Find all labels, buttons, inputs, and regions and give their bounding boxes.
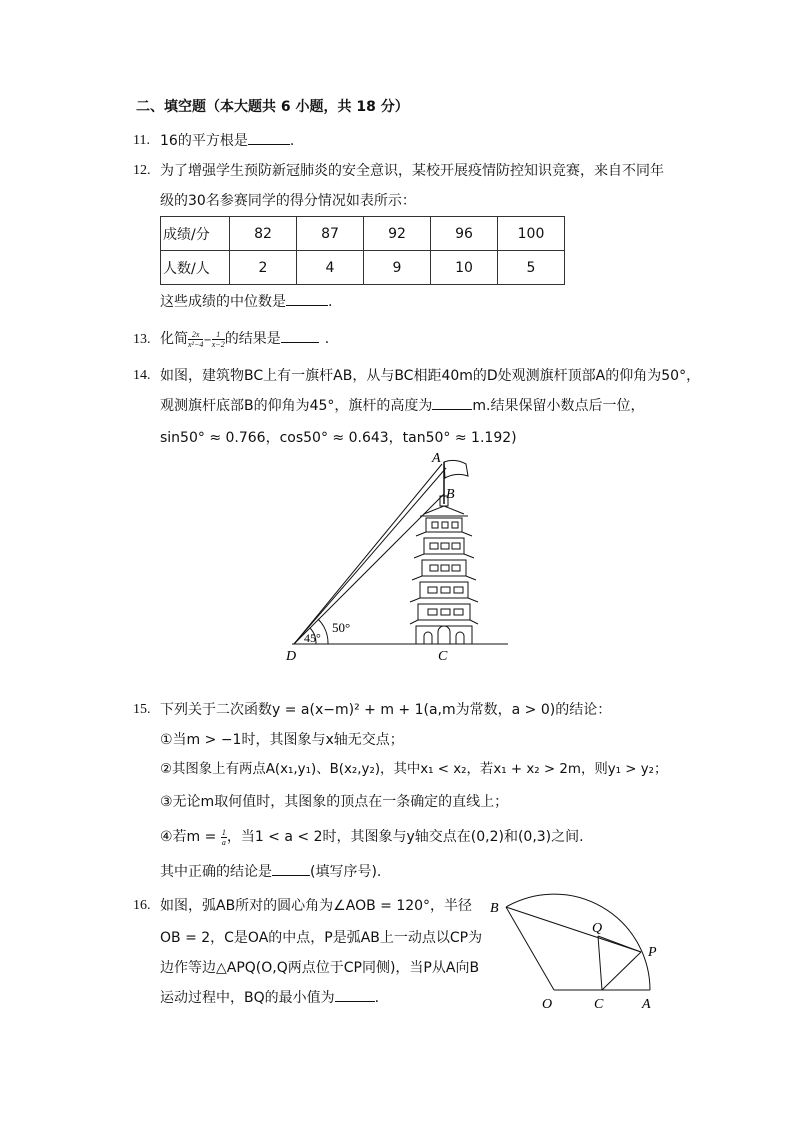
q13-end: .: [324, 331, 330, 347]
label-b: B: [490, 901, 499, 916]
label-c: C: [438, 649, 448, 664]
q14-line3: sin50° ≈ 0.766，cos50° ≈ 0.643，tan50° ≈ 1.192): [160, 430, 517, 446]
q14-line2-b: m.结果保留小数点后一位，: [472, 398, 645, 414]
q15-c4-pre: ④若m =: [160, 829, 221, 845]
table-cell: 2: [230, 251, 297, 285]
table-cell: 96: [431, 217, 498, 251]
q16-number: 16.: [133, 898, 151, 913]
q13-answer-blank: [281, 330, 319, 343]
label-a: A: [432, 451, 441, 466]
q12-end: .: [328, 294, 333, 310]
fraction-numerator: 1: [212, 330, 225, 340]
q15-after-end: (填写序号).: [310, 864, 382, 880]
q14-tower-figure: [280, 448, 520, 668]
q16-end: .: [374, 990, 380, 1006]
q12-after: [160, 292, 332, 312]
sight-line-da-2: [294, 468, 446, 644]
q13-post: 的结果是: [224, 331, 281, 347]
q13-fraction-1: [188, 330, 203, 349]
label-p: P: [648, 945, 657, 960]
q13-fraction-2: [212, 330, 225, 349]
fraction-denominator: x²−4: [188, 339, 204, 349]
table-cell: 100: [498, 217, 565, 251]
label-o: O: [542, 997, 553, 1012]
label-q: Q: [592, 921, 603, 936]
q13-minus: −: [203, 335, 212, 346]
table-cell: 人数/人: [161, 251, 230, 285]
q15-conclusion-3: ③无论m取何值时，其图象的顶点在一条确定的直线上；: [160, 794, 509, 810]
section-title: 二、填空题（本大题共 6 小题，共 18 分）: [136, 99, 409, 115]
table-cell: 10: [431, 251, 498, 285]
q16-answer-blank: [335, 989, 375, 1002]
q12-line1: 为了增强学生预防新冠肺炎的安全意识，某校开展疫情防控知识竞赛，来自不同年: [160, 163, 664, 179]
fraction-denominator: a: [221, 837, 226, 847]
score-table: [160, 216, 565, 285]
segment-ob: [506, 907, 554, 990]
q14-line2: [160, 396, 645, 416]
fraction-denominator: x−2: [211, 339, 225, 349]
q16-line2: OB = 2，C是OA的中点，P是弧AB上一动点以CP为: [160, 930, 483, 946]
table-cell: 9: [364, 251, 431, 285]
q12-answer-blank: [286, 293, 328, 306]
q16-line4-text: 运动过程中，BQ的最小值为: [160, 990, 335, 1006]
q15-answer-blank: [272, 863, 310, 876]
q11-stem: 16的平方根是: [160, 133, 248, 149]
q15-after: [160, 862, 381, 882]
q11-text: [160, 131, 294, 151]
q15-conclusion-2: ②其图象上有两点A(x₁,y₁)、B(x₂,y₂)，其中x₁ < x₂，若x₁ + x₂ > 2m，则y₁ > y₂；: [160, 762, 668, 777]
q12-line2: 级的30名参赛同学的得分情况如表所示：: [160, 193, 416, 209]
q16-line3: 边作等边△APQ(O,Q两点位于CP同侧)，当P从A向B: [160, 960, 480, 976]
q16-arc-figure: [484, 892, 668, 1014]
q11-answer-blank: [248, 132, 290, 145]
q14-line1: 如图，建筑物BC上有一旗杆AB，从与BC相距40m的D处观测旗杆顶部A的仰角为50°，: [160, 368, 701, 384]
q12-number: 12.: [133, 163, 151, 178]
q13-pre: 化简: [160, 331, 188, 347]
segment-bp: [506, 907, 641, 952]
table-row: [161, 217, 565, 251]
q15-c4-post: ，当1 < a < 2时，其图象与y轴交点在(0,2)和(0,3)之间.: [226, 829, 584, 845]
table-cell: 82: [230, 217, 297, 251]
table-cell: 5: [498, 251, 565, 285]
q14-line2-a: 观测旗杆底部B的仰角为45°，旗杆的高度为: [160, 398, 433, 414]
q14-number: 14.: [133, 368, 151, 383]
segment-cq: [598, 936, 602, 990]
label-d: D: [286, 649, 297, 664]
table-cell: 87: [297, 217, 364, 251]
sight-line-da: [294, 464, 442, 644]
label-a: A: [642, 997, 651, 1012]
q13-number: 13.: [133, 332, 151, 347]
q15-conclusion-1: ①当m > −1时，其图象与x轴无交点；: [160, 732, 404, 748]
label-b: B: [446, 487, 455, 502]
q11-number: 11.: [133, 133, 150, 148]
table-cell: 4: [297, 251, 364, 285]
fraction-numerator: 1: [221, 827, 226, 837]
flag: [444, 460, 468, 478]
q15-after-text: 其中正确的结论是: [160, 864, 272, 880]
q14-answer-blank: [432, 397, 472, 410]
table-cell: 92: [364, 217, 431, 251]
q13-text: [160, 326, 329, 354]
q15-line1: 下列关于二次函数y = a(x−m)² + m + 1(a,m为常数，a > 0)的结论：: [160, 702, 612, 718]
label-angle-50: 50°: [332, 620, 351, 635]
fraction-numerator: 2x: [188, 330, 203, 340]
q15-conclusion-4: [160, 824, 584, 850]
arc-ab: [506, 894, 650, 990]
label-angle-45: 45°: [304, 631, 321, 645]
q16-line1: 如图，弧AB所对的圆心角为∠AOB = 120°，半径: [160, 898, 473, 914]
table-cell: 成绩/分: [161, 217, 230, 251]
q11-end: .: [289, 133, 295, 149]
q15-number: 15.: [133, 702, 151, 717]
q12-after-text: 这些成绩的中位数是: [160, 294, 286, 310]
segment-cp: [602, 952, 641, 990]
q16-line4: [160, 988, 379, 1008]
label-c: C: [594, 997, 604, 1012]
table-row: [161, 251, 565, 285]
